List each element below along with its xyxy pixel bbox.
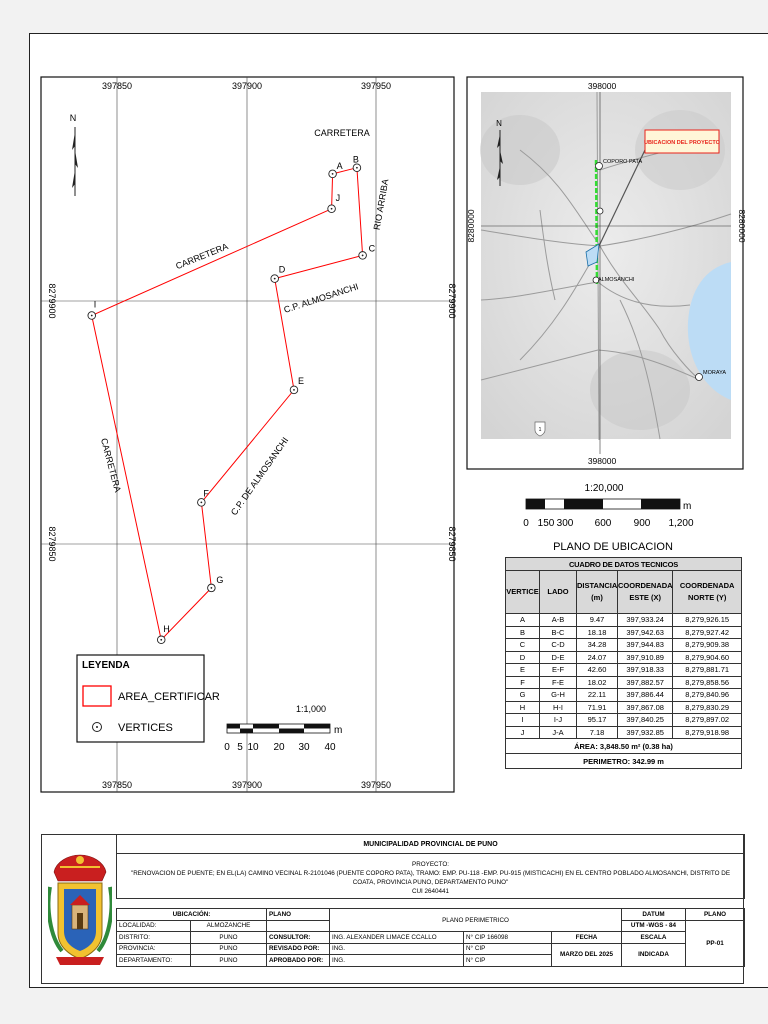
svg-text:1: 1 [538,427,542,433]
table-cell: 397,886.44 [618,689,673,702]
svg-text:0: 0 [224,742,230,753]
table-cell: 9.47 [577,614,618,627]
table-cell: 397,942.63 [618,626,673,639]
location-map-title: PLANO DE UBICACION [553,541,673,553]
entity-name: MUNICIPALIDAD PROVINCIAL DE PUNO [117,835,745,854]
table-cell: 8,279,897.02 [673,714,742,727]
table-row [506,639,742,652]
svg-text:30: 30 [298,742,310,753]
loc-x-tick-bottom: 398000 [587,456,617,466]
legend-item-vertices: VERTICES [118,722,173,734]
vertex-j-label: J [335,192,341,203]
river-label: RIO ARRIBA [371,178,391,231]
table-cell: J-A [540,726,577,739]
table-cell: G [506,689,540,702]
departamento-value: PUNO [191,955,267,967]
location-map [466,77,747,469]
vertex-h-label: H [163,623,170,634]
aprobado-label: APROBADO POR: [267,955,330,967]
table-cell: 95.17 [577,714,618,727]
svg-text:900: 900 [633,518,651,529]
svg-text:20: 20 [273,742,285,753]
cip-2: N° CIP [464,943,552,955]
vertex-c-dot [362,255,364,257]
loc-north-label: N [496,119,502,128]
table-cell: 18.18 [577,626,618,639]
proyecto-text: "RENOVACION DE PUENTE; EN EL(LA) CAMINO VECINAL R-2101046 (PUENTE COPORO PATA), TRAMO: EMP. PU-118 -EMP. PU-915 (MISTICACHI) EN EL CENTRO POBLADO ALMOSANCHI, DISTRITO DE COATA, PROVINCIA PUNO, DEPARTAMENTO PUNO" [130,870,731,886]
legend-title: LEYENDA [82,660,130,671]
ubicacion-label: UBICACIÓN: [117,909,267,921]
title-block [41,834,744,984]
vertex-d-dot [274,278,276,280]
table-cell: 8,279,881.71 [673,664,742,677]
table-cell: 8,279,904.60 [673,651,742,664]
location-scale-bar [523,483,694,529]
localidad-value: ALMOZANCHE [191,920,267,932]
vertex-f-dot [200,501,202,503]
table-cell: 397,910.89 [618,651,673,664]
table-cell: 397,933.24 [618,614,673,627]
place-moraya: MORAYA [703,370,727,376]
plano-label: PLANO [267,909,330,921]
table-cell: E-F [540,664,577,677]
col-norte: COORDENADA NORTE (Y) [673,571,742,614]
north-arrow-icon [70,113,78,196]
datum-value: UTM -WGS - 84 [622,920,686,932]
table-cell: 71.91 [577,701,618,714]
vertex-c-label: C [368,243,376,254]
table-cell: H-I [540,701,577,714]
table-row [506,701,742,714]
vertex-i-label: I [93,299,97,310]
vertex-a-dot [332,173,334,175]
svg-text:0: 0 [523,518,529,529]
table-cell: 397,932.85 [618,726,673,739]
table-cell: C-D [540,639,577,652]
bridge-marker-icon [597,208,603,214]
provincia-label: PROVINCIA: [117,943,191,955]
cui-code: CUI 2640441 [411,888,450,895]
table-row [506,626,742,639]
table-row [506,614,742,627]
table-cell: C [506,639,540,652]
vertices-layer [88,155,376,644]
aprobado-value: ING. [330,955,464,967]
svg-text:10: 10 [247,742,259,753]
vertex-i-dot [91,315,93,317]
place-almosanchi: ALMOSANCHI [598,277,635,283]
y-tick-left-2: 8279850 [47,526,57,562]
table-cell: G-H [540,689,577,702]
table-cell: 8,279,926.15 [673,614,742,627]
table-cell: 24.07 [577,651,618,664]
svg-text:40: 40 [324,742,336,753]
table-cell: 8,279,858.56 [673,676,742,689]
legend-item-area: AREA_CERTIFICAR [118,691,220,703]
plano-label-2: PLANO [686,909,745,921]
svg-text:m: m [683,501,692,512]
table-cell: I [506,714,540,727]
place-marker-icon [596,163,603,170]
y-tick-right-1: 8279900 [447,283,457,319]
main-scale-bar [224,704,342,753]
table-cell: F [506,676,540,689]
table-row [506,726,742,739]
table-row [506,714,742,727]
main-scale-text: 1:1,000 [295,704,327,714]
table-row [506,689,742,702]
x-tick-top-3: 397950 [360,81,392,91]
vertex-d-label: D [278,264,286,275]
plano-name: PLANO PERIMETRICO [330,909,622,932]
perimetro-total: PERIMETRO: 342.99 m [506,754,742,769]
escala-label: ESCALA [622,932,686,944]
loc-x-tick-top: 398000 [587,81,617,91]
vertex-e-dot [293,389,295,391]
table-cell: 397,944.83 [618,639,673,652]
revisado-label: REVISADO POR: [267,943,330,955]
table-cell: 42.60 [577,664,618,677]
distrito-label: DISTRITO: [117,932,191,944]
table-row [506,676,742,689]
localidad-label: LOCALIDAD: [117,920,191,932]
col-vertice: VERTICE [506,571,540,614]
road-label-3: CARRETERA [98,437,123,494]
table-cell: E [506,664,540,677]
vertex-h-dot [160,639,162,641]
x-tick-top-1: 397850 [101,81,133,91]
tech-table-title: CUADRO DE DATOS TECNICOS [506,558,742,571]
road-label-2: CARRETERA [174,241,230,272]
cip-3: N° CIP [464,955,552,967]
street-label-2: C.P. DE ALMOSANCHI [228,435,291,518]
x-tick-top-2: 397900 [231,81,263,91]
vertex-g-dot [210,587,212,589]
table-cell: I-J [540,714,577,727]
departamento-label: DEPARTAMENTO: [117,955,191,967]
cip-1: N° CIP 166098 [464,932,552,944]
table-cell: B-C [540,626,577,639]
table-cell: H [506,701,540,714]
svg-text:N: N [69,113,77,123]
street-label-1: C.P. ALMOSANCHI [282,281,360,315]
area-certificar-polygon [92,168,363,640]
svg-text:300: 300 [556,518,574,529]
project-callout-text: UBICACION DEL PROYECTO [644,140,720,146]
vertex-b-dot [356,167,358,169]
place-marker-icon [696,374,703,381]
consultor-label: CONSULTOR: [267,932,330,944]
table-cell: 397,918.33 [618,664,673,677]
loc-y-tick-left: 8280000 [466,209,476,243]
x-tick-bottom-2: 397900 [231,780,263,790]
vertex-b-label: B [352,154,359,165]
escala-value: INDICADA [622,943,686,966]
table-cell: A-B [540,614,577,627]
place-coporo-pata: COPORO PATA [603,159,643,165]
table-cell: 8,279,840.96 [673,689,742,702]
provincia-value: PUNO [191,943,267,955]
y-tick-left-1: 8279900 [47,283,57,319]
table-cell: F-E [540,676,577,689]
y-tick-right-2: 8279850 [447,526,457,562]
datum-label: DATUM [622,909,686,921]
road-label-1: CARRETERA [314,128,370,138]
title-block-fields [116,908,745,967]
x-tick-bottom-3: 397950 [360,780,392,790]
proyecto-label: PROYECTO: [412,861,449,868]
loc-scale-text: 1:20,000 [584,483,624,494]
table-cell: 18.02 [577,676,618,689]
fecha-value: MARZO DEL 2025 [552,943,622,966]
revisado-value: ING. [330,943,464,955]
svg-text:150: 150 [537,518,555,529]
svg-text:1,200: 1,200 [668,518,694,529]
table-row [506,664,742,677]
table-cell: 397,867.08 [618,701,673,714]
table-cell: J [506,726,540,739]
loc-y-tick-right: 8280000 [737,209,747,243]
vertex-e-label: E [297,375,304,386]
table-cell: 397,840.25 [618,714,673,727]
table-cell: 8,279,927.42 [673,626,742,639]
vertex-a-label: A [336,160,343,171]
tech-data-table [505,557,742,769]
vertex-g-label: G [216,574,224,585]
svg-text:m: m [334,725,343,736]
col-este: COORDENADA ESTE (X) [618,571,673,614]
title-block-header [116,834,745,899]
municipal-coat-of-arms-logo [48,847,112,973]
table-cell: 8,279,909.38 [673,639,742,652]
table-cell: 397,882.57 [618,676,673,689]
table-cell: D-E [540,651,577,664]
svg-text:600: 600 [594,518,612,529]
vertex-f-label: F [203,488,209,499]
x-tick-bottom-1: 397850 [101,780,133,790]
svg-text:5: 5 [237,742,243,753]
table-cell: 8,279,830.29 [673,701,742,714]
fecha-label: FECHA [552,932,622,944]
vertex-j-dot [331,208,333,210]
table-cell: 8,279,918.98 [673,726,742,739]
table-cell: 34.28 [577,639,618,652]
table-cell: 7.18 [577,726,618,739]
legend [77,655,220,742]
table-cell: D [506,651,540,664]
distrito-value: PUNO [191,932,267,944]
table-cell: B [506,626,540,639]
plano-code: PP-01 [686,920,745,966]
table-row [506,651,742,664]
area-total: ÁREA: 3,848.50 m² (0.38 ha) [506,739,742,754]
table-cell: 22.11 [577,689,618,702]
col-lado: LADO [540,571,577,614]
consultor-value: ING. ALEXANDER LIMACE CCALLO [330,932,464,944]
area-boundary [92,168,363,640]
table-cell: A [506,614,540,627]
col-distancia: DISTANCIA (m) [577,571,618,614]
